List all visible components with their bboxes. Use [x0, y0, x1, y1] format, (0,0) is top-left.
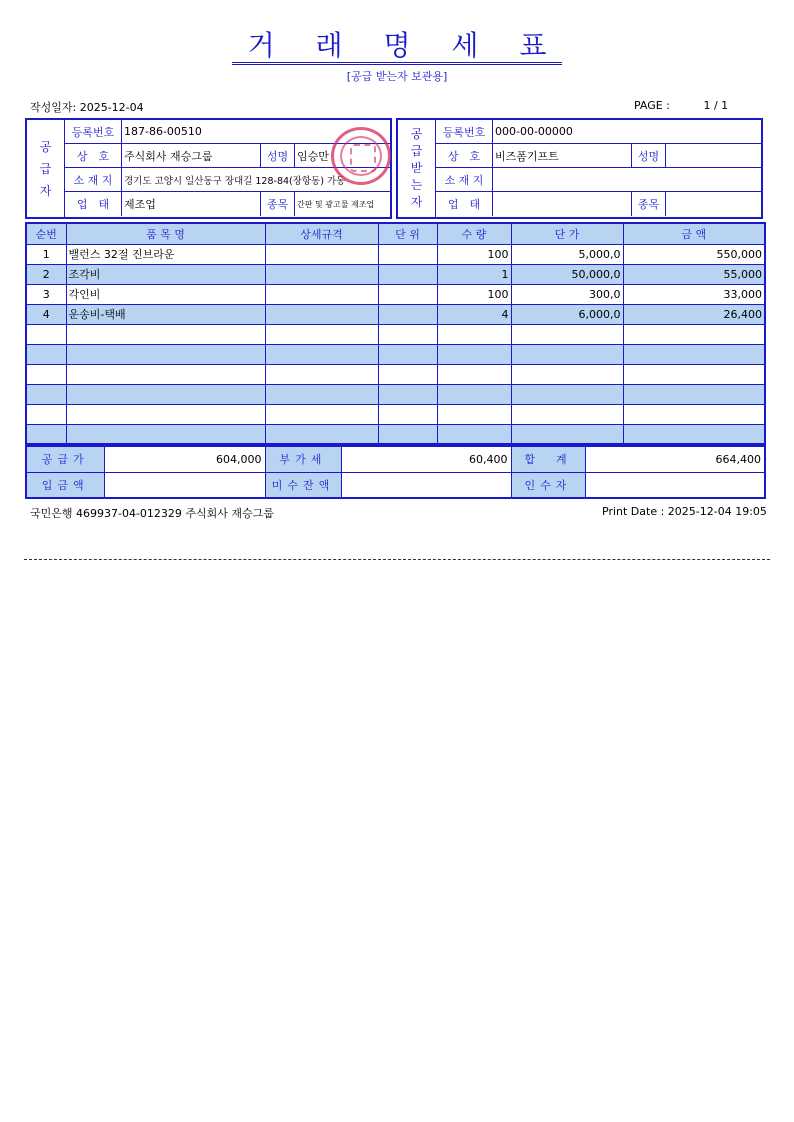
row-amount: 55,000	[623, 264, 765, 284]
row-name	[66, 384, 265, 404]
created-date-line	[30, 99, 144, 115]
row-no: 2	[26, 264, 66, 284]
supplier-item: 간판 및 광고물 제조업	[297, 199, 375, 209]
receiver-row-name	[436, 144, 761, 168]
supplier-row-biz	[65, 192, 390, 216]
receiver-side-label: 공 급 받 는 자	[398, 120, 436, 217]
row-unit	[378, 384, 437, 404]
print-date: Print Date : 2025-12-04 19:05	[602, 505, 767, 518]
row-unit	[378, 244, 437, 264]
row-spec	[265, 344, 378, 364]
vat-label: 부가세	[265, 446, 341, 472]
row-qty	[437, 404, 511, 424]
row-amount	[623, 404, 765, 424]
row-amount: 550,000	[623, 244, 765, 264]
supplier-reg-no: 187-86-00510	[124, 125, 202, 138]
row-name: 각인비	[66, 284, 265, 304]
receiver-sign	[585, 472, 765, 498]
row-name: 밸런스 32절 진브라운	[66, 244, 265, 264]
row-no: 3	[26, 284, 66, 304]
supplier-item-label: 종목	[261, 192, 295, 216]
row-name	[66, 324, 265, 344]
col-header-unit: 단 위	[378, 223, 437, 244]
table-row	[26, 344, 765, 364]
row-name: 운송비-택배	[66, 304, 265, 324]
row-spec	[265, 244, 378, 264]
row-unit	[378, 404, 437, 424]
row-price	[511, 384, 623, 404]
receiver-rep	[666, 144, 761, 167]
row-price: 6,000,0	[511, 304, 623, 324]
supplier-side-label: 공 급 자	[27, 120, 65, 217]
row-unit	[378, 424, 437, 444]
row-no: 1	[26, 244, 66, 264]
row-amount	[623, 324, 765, 344]
row-amount	[623, 344, 765, 364]
row-amount: 26,400	[623, 304, 765, 324]
row-amount: 33,000	[623, 284, 765, 304]
receiver-sign-label: 인수자	[511, 472, 585, 498]
table-row	[26, 284, 765, 304]
deposit-label: 입금액	[26, 472, 104, 498]
row-name: 조각비	[66, 264, 265, 284]
row-qty	[437, 384, 511, 404]
row-name	[66, 424, 265, 444]
supplier-rep: 임승만	[297, 149, 329, 163]
company-seal-stamp	[331, 127, 391, 185]
vat-amount: 60,400	[341, 446, 511, 472]
receiver-reg-label: 등록번호	[436, 120, 493, 143]
row-unit	[378, 364, 437, 384]
row-unit	[378, 284, 437, 304]
document-title: 거 래 명 세 표	[232, 30, 563, 65]
row-qty: 1	[437, 264, 511, 284]
receiver-box	[396, 118, 763, 219]
receiver-biz	[493, 192, 632, 216]
row-price: 5,000,0	[511, 244, 623, 264]
sum-amount: 664,400	[585, 446, 765, 472]
page-value: 1 / 1	[703, 99, 729, 112]
row-qty	[437, 324, 511, 344]
supplier-name-label: 상 호	[65, 144, 122, 167]
receiver-name: 비즈폼기프트	[493, 144, 632, 167]
row-spec	[265, 264, 378, 284]
row-no	[26, 364, 66, 384]
row-spec	[265, 404, 378, 424]
receiver-biz-label: 업 태	[436, 192, 493, 216]
items-header-row	[26, 223, 765, 244]
receiver-row-addr	[436, 168, 761, 192]
document-title-wrap	[0, 30, 794, 65]
row-no	[26, 384, 66, 404]
receiver-item	[666, 192, 761, 216]
items-table	[25, 222, 766, 445]
row-no	[26, 344, 66, 364]
row-price: 50,000,0	[511, 264, 623, 284]
sum-label: 합 계	[511, 446, 585, 472]
receiver-name-label: 상 호	[436, 144, 493, 167]
supplier-name: 주식회사 재승그룹	[122, 144, 261, 167]
receiver-row-biz	[436, 192, 761, 216]
row-price	[511, 324, 623, 344]
document-subtitle: [공급 받는자 보관용]	[346, 70, 448, 83]
receiver-rep-label: 성명	[632, 144, 666, 167]
table-row	[26, 244, 765, 264]
created-date-value: 2025-12-04	[79, 101, 144, 114]
cut-line-divider	[24, 559, 770, 560]
receiver-item-label: 종목	[632, 192, 666, 216]
row-unit	[378, 304, 437, 324]
receiver-row-reg	[436, 120, 761, 144]
table-row	[26, 364, 765, 384]
unpaid-amount	[341, 472, 511, 498]
row-no: 4	[26, 304, 66, 324]
page-label: PAGE :	[634, 99, 670, 112]
row-unit	[378, 344, 437, 364]
totals-row-1	[26, 446, 765, 472]
col-header-qty: 수 량	[437, 223, 511, 244]
row-price	[511, 404, 623, 424]
supplier-biz-label: 업 태	[65, 192, 122, 216]
col-header-name: 품 목 명	[66, 223, 265, 244]
page-indicator	[634, 99, 728, 112]
row-qty	[437, 364, 511, 384]
supplier-biz: 제조업	[122, 192, 261, 216]
deposit-amount	[104, 472, 265, 498]
row-spec	[265, 384, 378, 404]
table-row	[26, 424, 765, 444]
row-qty: 4	[437, 304, 511, 324]
row-amount	[623, 384, 765, 404]
supplier-rep-label: 성명	[261, 144, 295, 167]
col-header-no: 순번	[26, 223, 66, 244]
row-price: 300,0	[511, 284, 623, 304]
col-header-amount: 금 액	[623, 223, 765, 244]
row-name	[66, 404, 265, 424]
row-spec	[265, 324, 378, 344]
row-qty: 100	[437, 244, 511, 264]
table-row	[26, 384, 765, 404]
receiver-addr-label: 소 재 지	[436, 168, 493, 191]
receiver-addr	[493, 168, 761, 191]
row-spec	[265, 304, 378, 324]
row-no	[26, 404, 66, 424]
row-qty: 100	[437, 284, 511, 304]
row-no	[26, 424, 66, 444]
bank-account-info: 국민은행 469937-04-012329 주식회사 재승그룹	[30, 507, 274, 520]
col-header-spec: 상세규격	[265, 223, 378, 244]
row-amount	[623, 364, 765, 384]
totals-row-2	[26, 472, 765, 498]
supplier-addr-label: 소 재 지	[65, 168, 122, 191]
unpaid-label: 미수잔액	[265, 472, 341, 498]
table-row	[26, 264, 765, 284]
created-date-label: 작성일자:	[30, 101, 77, 114]
row-price	[511, 344, 623, 364]
row-price	[511, 364, 623, 384]
row-amount	[623, 424, 765, 444]
receiver-reg-no: 000-00-00000	[495, 125, 573, 138]
table-row	[26, 304, 765, 324]
row-spec	[265, 424, 378, 444]
row-unit	[378, 264, 437, 284]
row-spec	[265, 364, 378, 384]
row-no	[26, 324, 66, 344]
totals-table	[25, 445, 766, 499]
supply-amount-label: 공급가	[26, 446, 104, 472]
col-header-price: 단 가	[511, 223, 623, 244]
table-row	[26, 324, 765, 344]
supply-amount: 604,000	[104, 446, 265, 472]
supplier-reg-label: 등록번호	[65, 120, 122, 143]
row-name	[66, 364, 265, 384]
table-row	[26, 404, 765, 424]
row-name	[66, 344, 265, 364]
row-qty	[437, 344, 511, 364]
row-unit	[378, 324, 437, 344]
row-spec	[265, 284, 378, 304]
row-qty	[437, 424, 511, 444]
row-price	[511, 424, 623, 444]
supplier-addr: 경기도 고양시 일산동구 장대길 128-84(장항동) 가동	[124, 175, 346, 187]
